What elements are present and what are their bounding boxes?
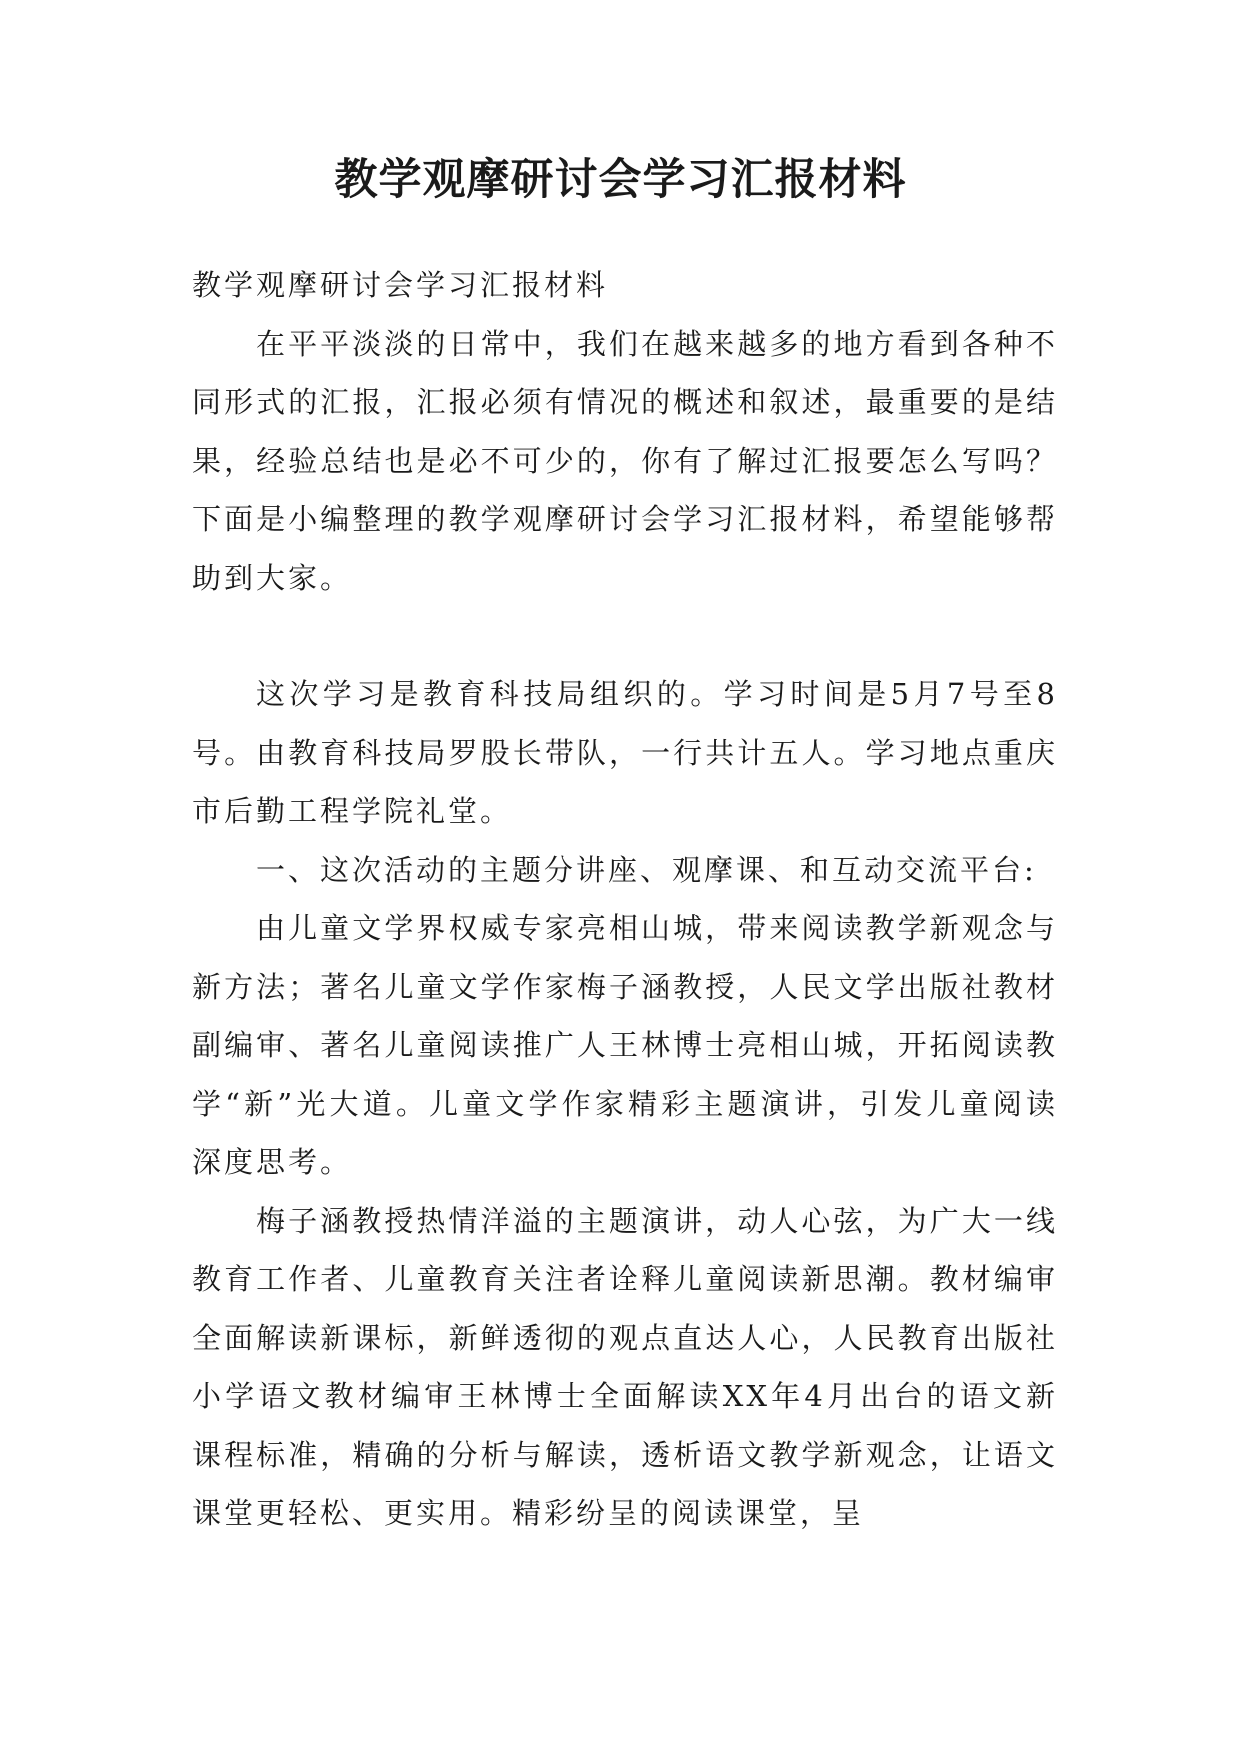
document-title: 教学观摩研讨会学习汇报材料 — [334, 155, 907, 205]
section-heading-paragraph: 一、这次活动的主题分讲座、观摩课、和互动交流平台: — [256, 852, 1037, 887]
subtitle-paragraph: 教学观摩研讨会学习汇报材料 — [192, 268, 609, 302]
intro-paragraph: 在平平淡淡的日常中，我们在越来越多的地方看到各种不同形式的汇报，汇报必须有情况的概述和叙述，最重要的是结果，经验总结也是必不可少的，你有了解过汇报要怎么写吗？下面是小编整理的教学观摩研讨会学习汇报材料，希望能够帮助到大家。 — [192, 326, 1058, 595]
study-info-paragraph: 这次学习是教育科技局组织的。学习时间是5月7号至8号。由教育科技局罗股长带队，一行共计五人。学习地点重庆市后勤工程学院礼堂。 — [192, 677, 1058, 828]
experts-paragraph: 由儿童文学界权威专家亮相山城，带来阅读教学新观念与新方法；著名儿童文学作家梅子涵教授，人民文学出版社教材副编审、著名儿童阅读推广人王林博士亮相山城，开拓阅读教学“新”光大道。儿童文学作家精彩主题演讲，引发儿童阅读深度思考。 — [192, 911, 1058, 1179]
lecture-paragraph: 梅子涵教授热情洋溢的主题演讲，动人心弦，为广大一线教育工作者、儿童教育关注者诠释儿童阅读新思潮。教材编审全面解读新课标，新鲜透彻的观点直达人心，人民教育出版社小学语文教材编审王林博士全面解读XX年4月出台的语文新课程标准，精确的分析与解读，透析语文教学新观念，让语文课堂更轻松、更实用。精彩纷呈的阅读课堂，呈 — [192, 1203, 1058, 1530]
document-body — [192, 256, 1058, 1543]
